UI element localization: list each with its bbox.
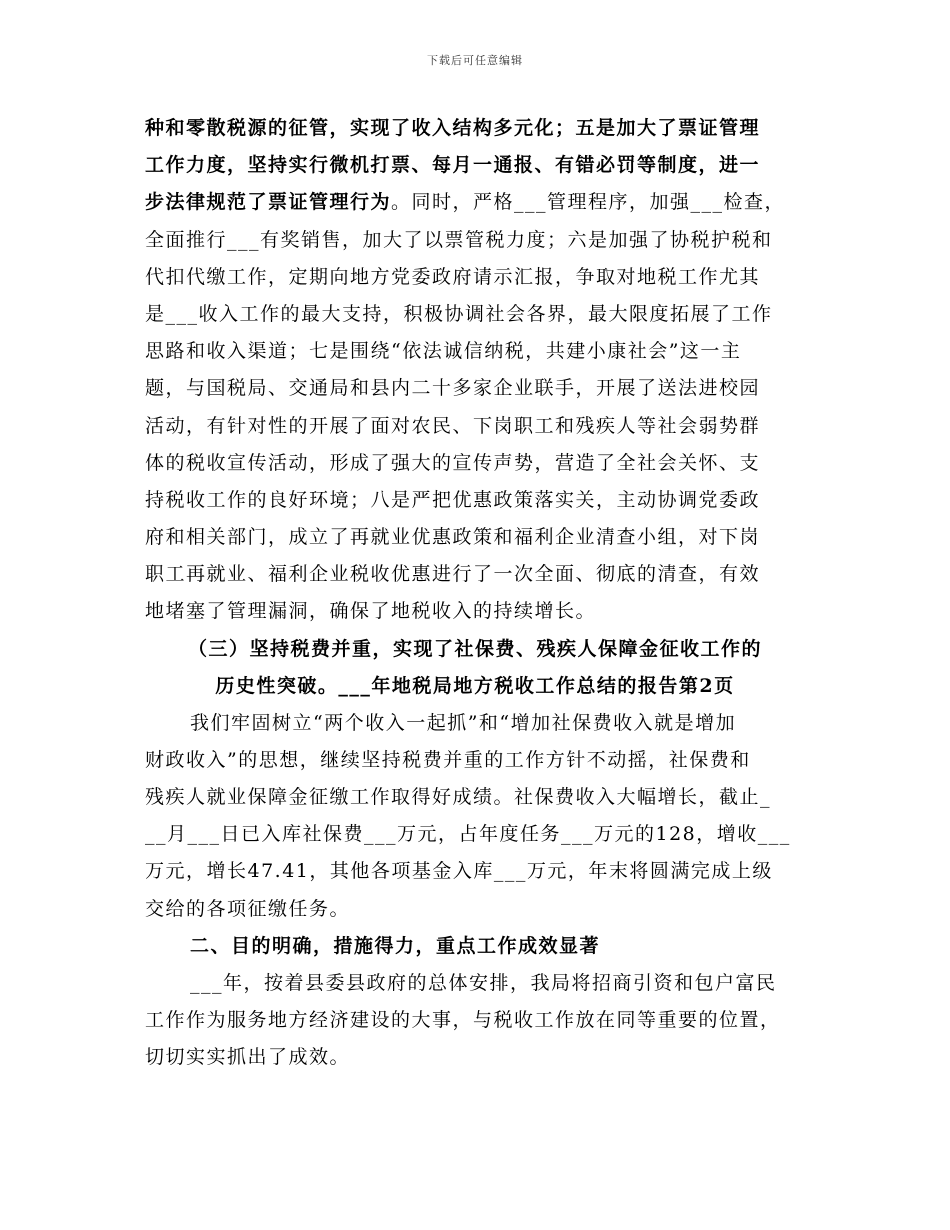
text-line — [0, 636, 950, 662]
text-line — [145, 784, 815, 810]
text-segment: 财政收入”的思想，继续坚持税费并重的工作方针不动摇，社保费和 — [145, 749, 751, 771]
text-line — [145, 524, 815, 550]
text-line — [190, 710, 860, 736]
text-segment: 是___收入工作的最大支持，积极协调社会各界，最大限度拓展了工作 — [145, 303, 773, 325]
text-line — [145, 301, 815, 327]
text-line — [145, 375, 815, 401]
text-line — [145, 598, 815, 624]
text-segment: 万元，增长47.41，其他各项基金入库___万元，年末将圆满完成上级 — [145, 860, 773, 882]
text-segment: 残疾人就业保障金征缴工作取得好成绩。社保费收入大幅增长，截止_ — [145, 786, 772, 808]
text-line — [145, 487, 815, 513]
text-segment: 府和相关部门，成立了再就业优惠政策和福利企业清查小组，对下岗 — [145, 526, 761, 548]
text-line — [190, 933, 860, 959]
text-line — [145, 896, 815, 922]
text-segment: ___年，按着县委县政府的总体安排，我局将招商引资和包户富民 — [190, 972, 777, 994]
text-segment: 我们牢固树立“两个收入一起抓”和“增加社保费收入就是增加 — [190, 712, 737, 734]
text-line — [145, 1044, 815, 1070]
text-segment: 持税收工作的良好环境；八是严把优惠政策落实关，主动协调党委政 — [145, 489, 761, 511]
text-segment: 代扣代缴工作，定期向地方党委政府请示汇报，争取对地税工作尤其 — [145, 266, 761, 288]
text-segment: 历史性突破。___年地税局地方税收工作总结的报告第2页 — [215, 675, 735, 697]
text-line — [145, 1007, 815, 1033]
text-segment: 工作作为服务地方经济建设的大事，与税收工作放在同等重要的位置， — [145, 1009, 781, 1031]
text-segment: 交给的各项征缴任务。 — [145, 898, 351, 920]
text-line — [190, 970, 860, 996]
text-line — [145, 561, 815, 587]
text-segment: 工作力度，坚持实行微机打票、每月一通报、有错必罚等制度，进一 — [145, 154, 761, 176]
text-line — [145, 189, 815, 215]
text-segment: 全面推行___有奖销售，加大了以票管税力度；六是加强了协税护税和 — [145, 229, 773, 251]
text-segment: （三）坚持税费并重，实现了社保费、残疾人保障金征收工作的 — [187, 638, 762, 660]
text-line — [145, 115, 815, 141]
text-segment: 职工再就业、福利企业税收优惠进行了一次全面、彻底的清查，有效 — [145, 563, 761, 585]
text-line — [145, 821, 815, 847]
text-segment: 步法律规范了票证管理行为 — [145, 191, 392, 213]
text-line — [145, 450, 815, 476]
text-line — [145, 413, 815, 439]
text-line — [145, 152, 815, 178]
text-line — [145, 338, 815, 364]
text-segment: 切切实实抓出了成效。 — [145, 1046, 351, 1068]
text-segment: __月___日已入库社保费___万元，占年度任务___万元的128，增收___ — [145, 823, 791, 845]
text-line — [145, 747, 815, 773]
text-line — [145, 227, 815, 253]
text-segment: 题，与国税局、交通局和县内二十多家企业联手，开展了送法进校园 — [145, 377, 761, 399]
text-segment: 体的税收宣传活动，形成了强大的宣传声势，营造了全社会关怀、支 — [145, 452, 761, 474]
text-segment: 思路和收入渠道；七是围绕“依法诚信纳税，共建小康社会”这一主 — [145, 340, 742, 362]
text-segment: 种和零散税源的征管，实现了收入结构多元化；五是加大了票证管理 — [145, 117, 761, 139]
text-line — [0, 673, 950, 699]
text-segment: 活动，有针对性的开展了面对农民、下岗职工和残疾人等社会弱势群 — [145, 415, 761, 437]
page-header: 下载后可任意编辑 — [427, 54, 523, 67]
text-segment: 二、目的明确，措施得力，重点工作成效显著 — [190, 935, 601, 957]
text-segment: 。同时，严格___管理程序，加强___检查， — [391, 191, 786, 213]
text-line — [145, 858, 815, 884]
text-segment: 地堵塞了管理漏洞，确保了地税收入的持续增长。 — [145, 600, 597, 622]
text-line — [145, 264, 815, 290]
